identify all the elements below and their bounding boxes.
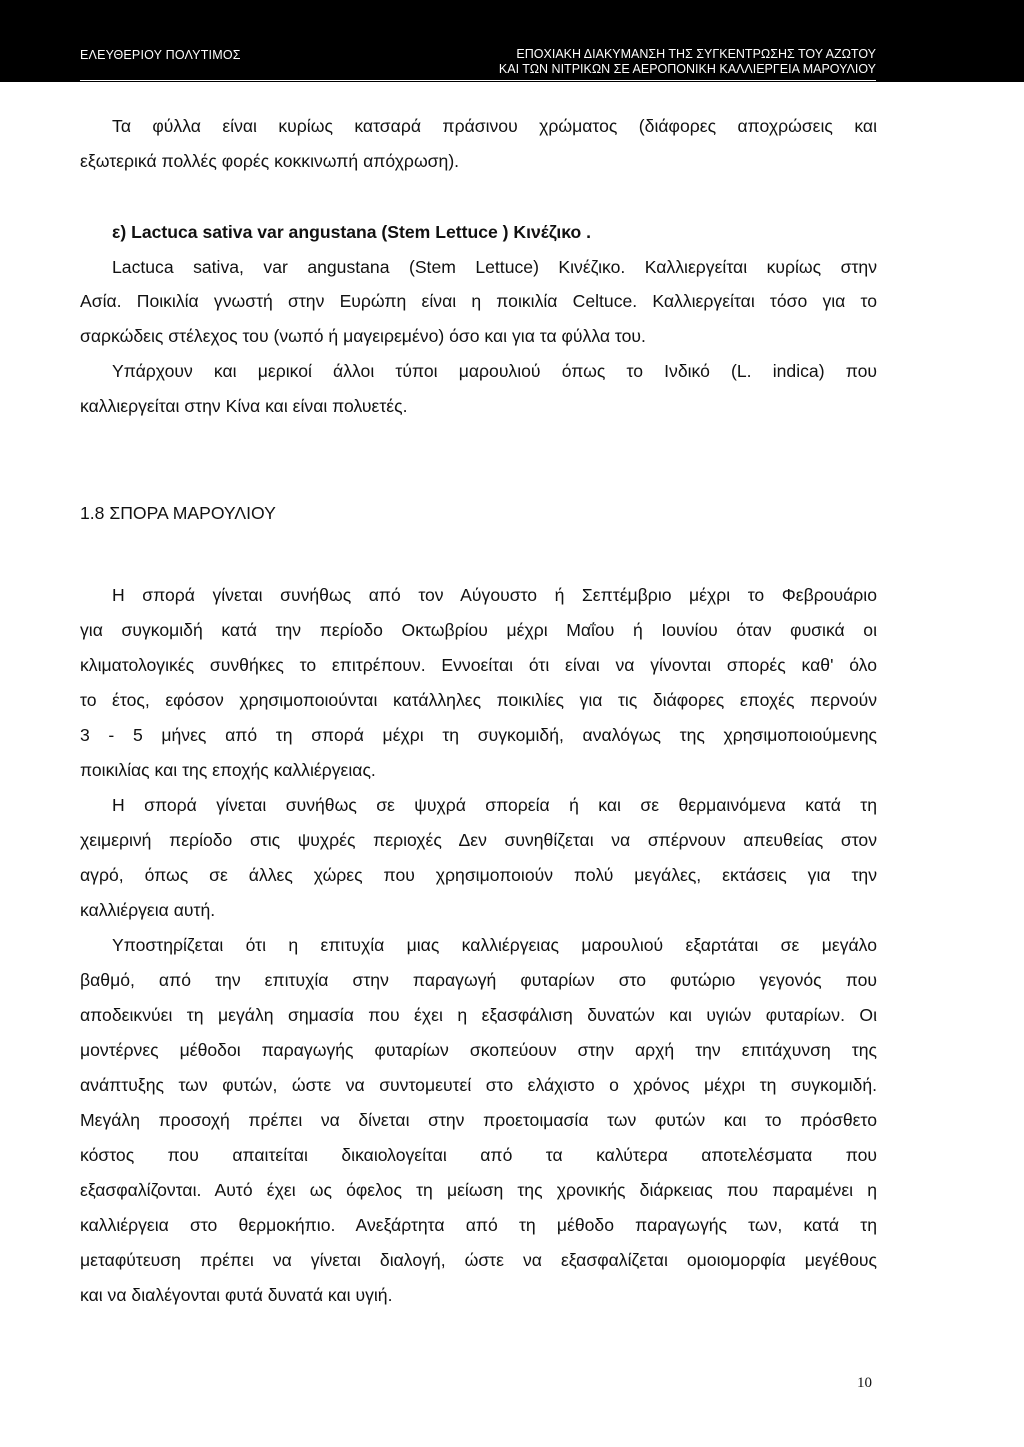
body-line: χειμερινή περίοδο στις ψυχρές περιοχές Δεν συνηθίζεται να σπέρνουν απευθείας στον (80, 830, 877, 850)
body-line: μεταφύτευση πρέπει να γίνεται διαλογή, ώστε να εξασφαλίζεται ομοιομορφία μεγέθους (80, 1250, 877, 1270)
body-line: για συγκομιδή κατά την περίοδο Οκτωβρίου μέχρι Μαΐου ή Ιουνίου όταν φυσικά οι (80, 620, 877, 640)
body-line: κλιματολογικές συνθήκες το επιτρέπουν. Εννοείται ότι είναι να γίνονται σπορές καθ' όλο (80, 655, 877, 675)
body-line: Υποστηρίζεται ότι η επιτυχία μιας καλλιέργειας μαρουλιού εξαρτάται σε μεγάλο (112, 935, 877, 955)
variety-line-5: καλλιεργείται στην Κίνα και είναι πολυετές. (80, 396, 408, 416)
body-line: εξασφαλίζονται. Αυτό έχει ως όφελος τη μείωση της χρονικής διάρκειας που παραμένει η (80, 1180, 877, 1200)
page-number: 10 (857, 1375, 872, 1391)
body-line: Η σπορά γίνεται συνήθως σε ψυχρά σπορεία ή και σε θερμαινόμενα κατά τη (112, 795, 877, 815)
header-title-line-2: ΚΑΙ ΤΩΝ ΝΙΤΡΙΚΩΝ ΣΕ ΑΕΡΟΠΟΝΙΚΗ ΚΑΛΛΙΕΡΓΕΙΑ ΜΑΡΟΥΛΙΟΥ (498, 62, 876, 76)
body-line: καλλιέργεια αυτή. (80, 900, 216, 920)
intro-line-2: εξωτερικά πολλές φορές κοκκινωπή απόχρωση). (80, 151, 460, 171)
variety-line-2: Ασία. Ποικιλία γνωστή στην Ευρώπη είναι η ποικιλία Celtuce. Καλλιεργείται τόσο για το (80, 291, 877, 311)
variety-line-1: Lactuca sativa, var angustana (Stem Lettuce) Κινέζικο. Καλλιεργείται κυρίως στην (112, 257, 877, 277)
header-author: ΕΛΕΥΘΕΡΙΟΥ ΠΟΛΥΤΙΜΟΣ (80, 48, 241, 62)
body-line: Μεγάλη προσοχή πρέπει να δίνεται στην προετοιμασία των φυτών και το πρόσθετο (80, 1110, 877, 1130)
variety-heading: ε) Lactuca sativa var angustana (Stem Lettuce ) Κινέζικο . (112, 222, 592, 242)
intro-line-1: Τα φύλλα είναι κυρίως κατσαρά πράσινου χρώματος (διάφορες αποχρώσεις και (112, 116, 877, 136)
section-title: 1.8 ΣΠΟΡΑ ΜΑΡΟΥΛΙΟΥ (80, 503, 276, 523)
body-line: 3 - 5 μήνες από τη σπορά μέχρι τη συγκομιδή, αναλόγως της χρησιμοποιούμενης (80, 725, 877, 745)
body-line: αποδεικνύει τη μεγάλη σημασία που έχει η εξασφάλιση δυνατών και υγιών φυταρίων. Οι (80, 1005, 877, 1025)
variety-line-4: Υπάρχουν και μερικοί άλλοι τύποι μαρουλιού όπως το Ινδικό (L. indica) που (112, 361, 877, 381)
header-title (499, 47, 876, 77)
body-line: ανάπτυξης των φυτών, ώστε να συντομευτεί στο ελάχιστο ο χρόνος μέχρι τη συγκομιδή. (80, 1075, 877, 1095)
header-title-line-1: ΕΠΟΧΙΑΚΗ ΔΙΑΚΥΜΑΝΣΗ ΤΗΣ ΣΥΓΚΕΝΤΡΩΣΗΣ ΤΟΥ ΑΖΩΤΟΥ (516, 47, 876, 61)
body-line: το έτος, εφόσον χρησιμοποιούνται κατάλληλες ποικιλίες για τις διάφορες εποχές περνούν (80, 690, 877, 710)
variety-line-3: σαρκώδεις στέλεχος του (νωπό ή μαγειρεμένο) όσο και για τα φύλλα του. (80, 326, 646, 346)
body-line: αγρό, όπως σε άλλες χώρες που χρησιμοποιούν πολύ μεγάλες, εκτάσεις για την (80, 865, 877, 885)
page-header (0, 0, 1024, 82)
header-rule (80, 80, 876, 81)
body-line: και να διαλέγονται φυτά δυνατά και υγιή. (80, 1285, 393, 1305)
body-line: Η σπορά γίνεται συνήθως από τον Αύγουστο ή Σεπτέμβριο μέχρι το Φεβρουάριο (112, 585, 877, 605)
body-line: βαθμό, από την επιτυχία στην παραγωγή φυταρίων στο φυτώριο γεγονός που (80, 970, 877, 990)
body-line: ποικιλίας και της εποχής καλλιέργειας. (80, 760, 376, 780)
body-line: κόστος που απαιτείται δικαιολογείται από τα καλύτερα αποτελέσματα που (80, 1145, 877, 1165)
body-line: μοντέρνες μέθοδοι παραγωγής φυταρίων σκοπεύουν στην αρχή την επιτάχυνση της (80, 1040, 877, 1060)
body-line: καλλιέργεια στο θερμοκήπιο. Ανεξάρτητα από τη μέθοδο παραγωγής των, κατά τη (80, 1215, 877, 1235)
